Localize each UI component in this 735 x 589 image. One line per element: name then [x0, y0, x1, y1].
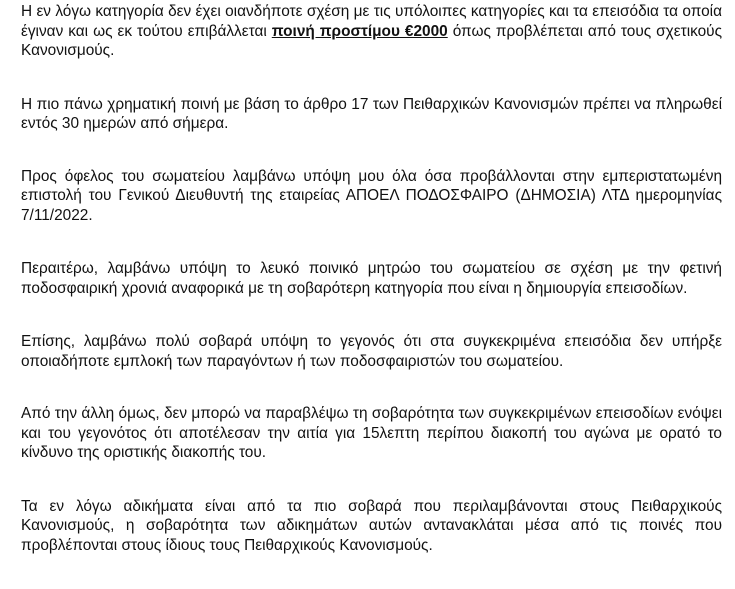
penalty-amount: ποινή προστίμου €2000	[271, 22, 448, 40]
paragraph-no-involvement: Επίσης, λαμβάνω πολύ σοβαρά υπόψη το γεγονός ότι στα συγκεκριμένα επεισόδια δεν υπήρξε οποιαδήποτε εμπλοκή των παραγόντων ή των ποδοσφαιριστών του σωματείου.	[21, 333, 722, 370]
paragraph-regulations: Τα εν λόγω αδικήματα είναι από τα πιο σοβαρά που περιλαμβάνονται στους Πειθαρχικούς Κανονισμούς, η σοβαρότητα των αδικημάτων αυτών αντανακλάται μέσα από τις ποινές που προβλέπονται στους ίδιους τους Πειθαρχικούς Κανονισμούς.	[21, 497, 722, 554]
paragraph-1-text-after: όπως προβλέπεται από τους σχετικούς Κανονισμούς.	[21, 22, 723, 59]
paragraph-club-letter: Προς όφελος του σωματείου λαμβάνω υπόψη μου όλα όσα προβάλλονται στην εμπεριστατωμένη επιστολή του Γενικού Διευθυντή της εταιρείας ΑΠΟΕΛ ΠΟΔΟΣΦΑΙΡΟ (ΔΗΜΟΣΙΑ) ΛΤΔ ημερομηνίας 7/11/2022.	[21, 167, 722, 224]
paragraph-payment-deadline: Η πιο πάνω χρηματική ποινή με βάση το άρθρο 17 των Πειθαρχικών Κανονισμών πρέπει να πληρωθεί εντός 30 ημερών από σήμερα.	[21, 95, 722, 132]
paragraph-1-text-before: Η εν λόγω κατηγορία δεν έχει οιανδήποτε σχέση με τις υπόλοιπες κατηγορίες και τα επεισόδια τα οποία έγιναν και ως εκ τούτου επιβάλλεται	[21, 3, 722, 40]
paragraph-clean-record: Περαιτέρω, λαμβάνω υπόψη το λευκό ποινικό μητρώο του σωματείου σε σχέση με την φετινή ποδοσφαιρική χρονιά αναφορικά με τη σοβαρότερη κατηγορία που είναι η δημιουργία επεισοδίων.	[21, 260, 722, 297]
document-page	[21, 0, 722, 589]
paragraph-seriousness: Από την άλλη όμως, δεν μπορώ να παραβλέψω τη σοβαρότητα των συγκεκριμένων επεισοδίων ενόψει και του γεγονότος ότι αποτέλεσαν την αιτία για 15λεπτη περίπου διακοπή του αγώνα με ορατό το κίνδυνο της οριστικής διακοπής του.	[21, 405, 722, 461]
paragraph-penalty-decision	[21, 2, 722, 61]
